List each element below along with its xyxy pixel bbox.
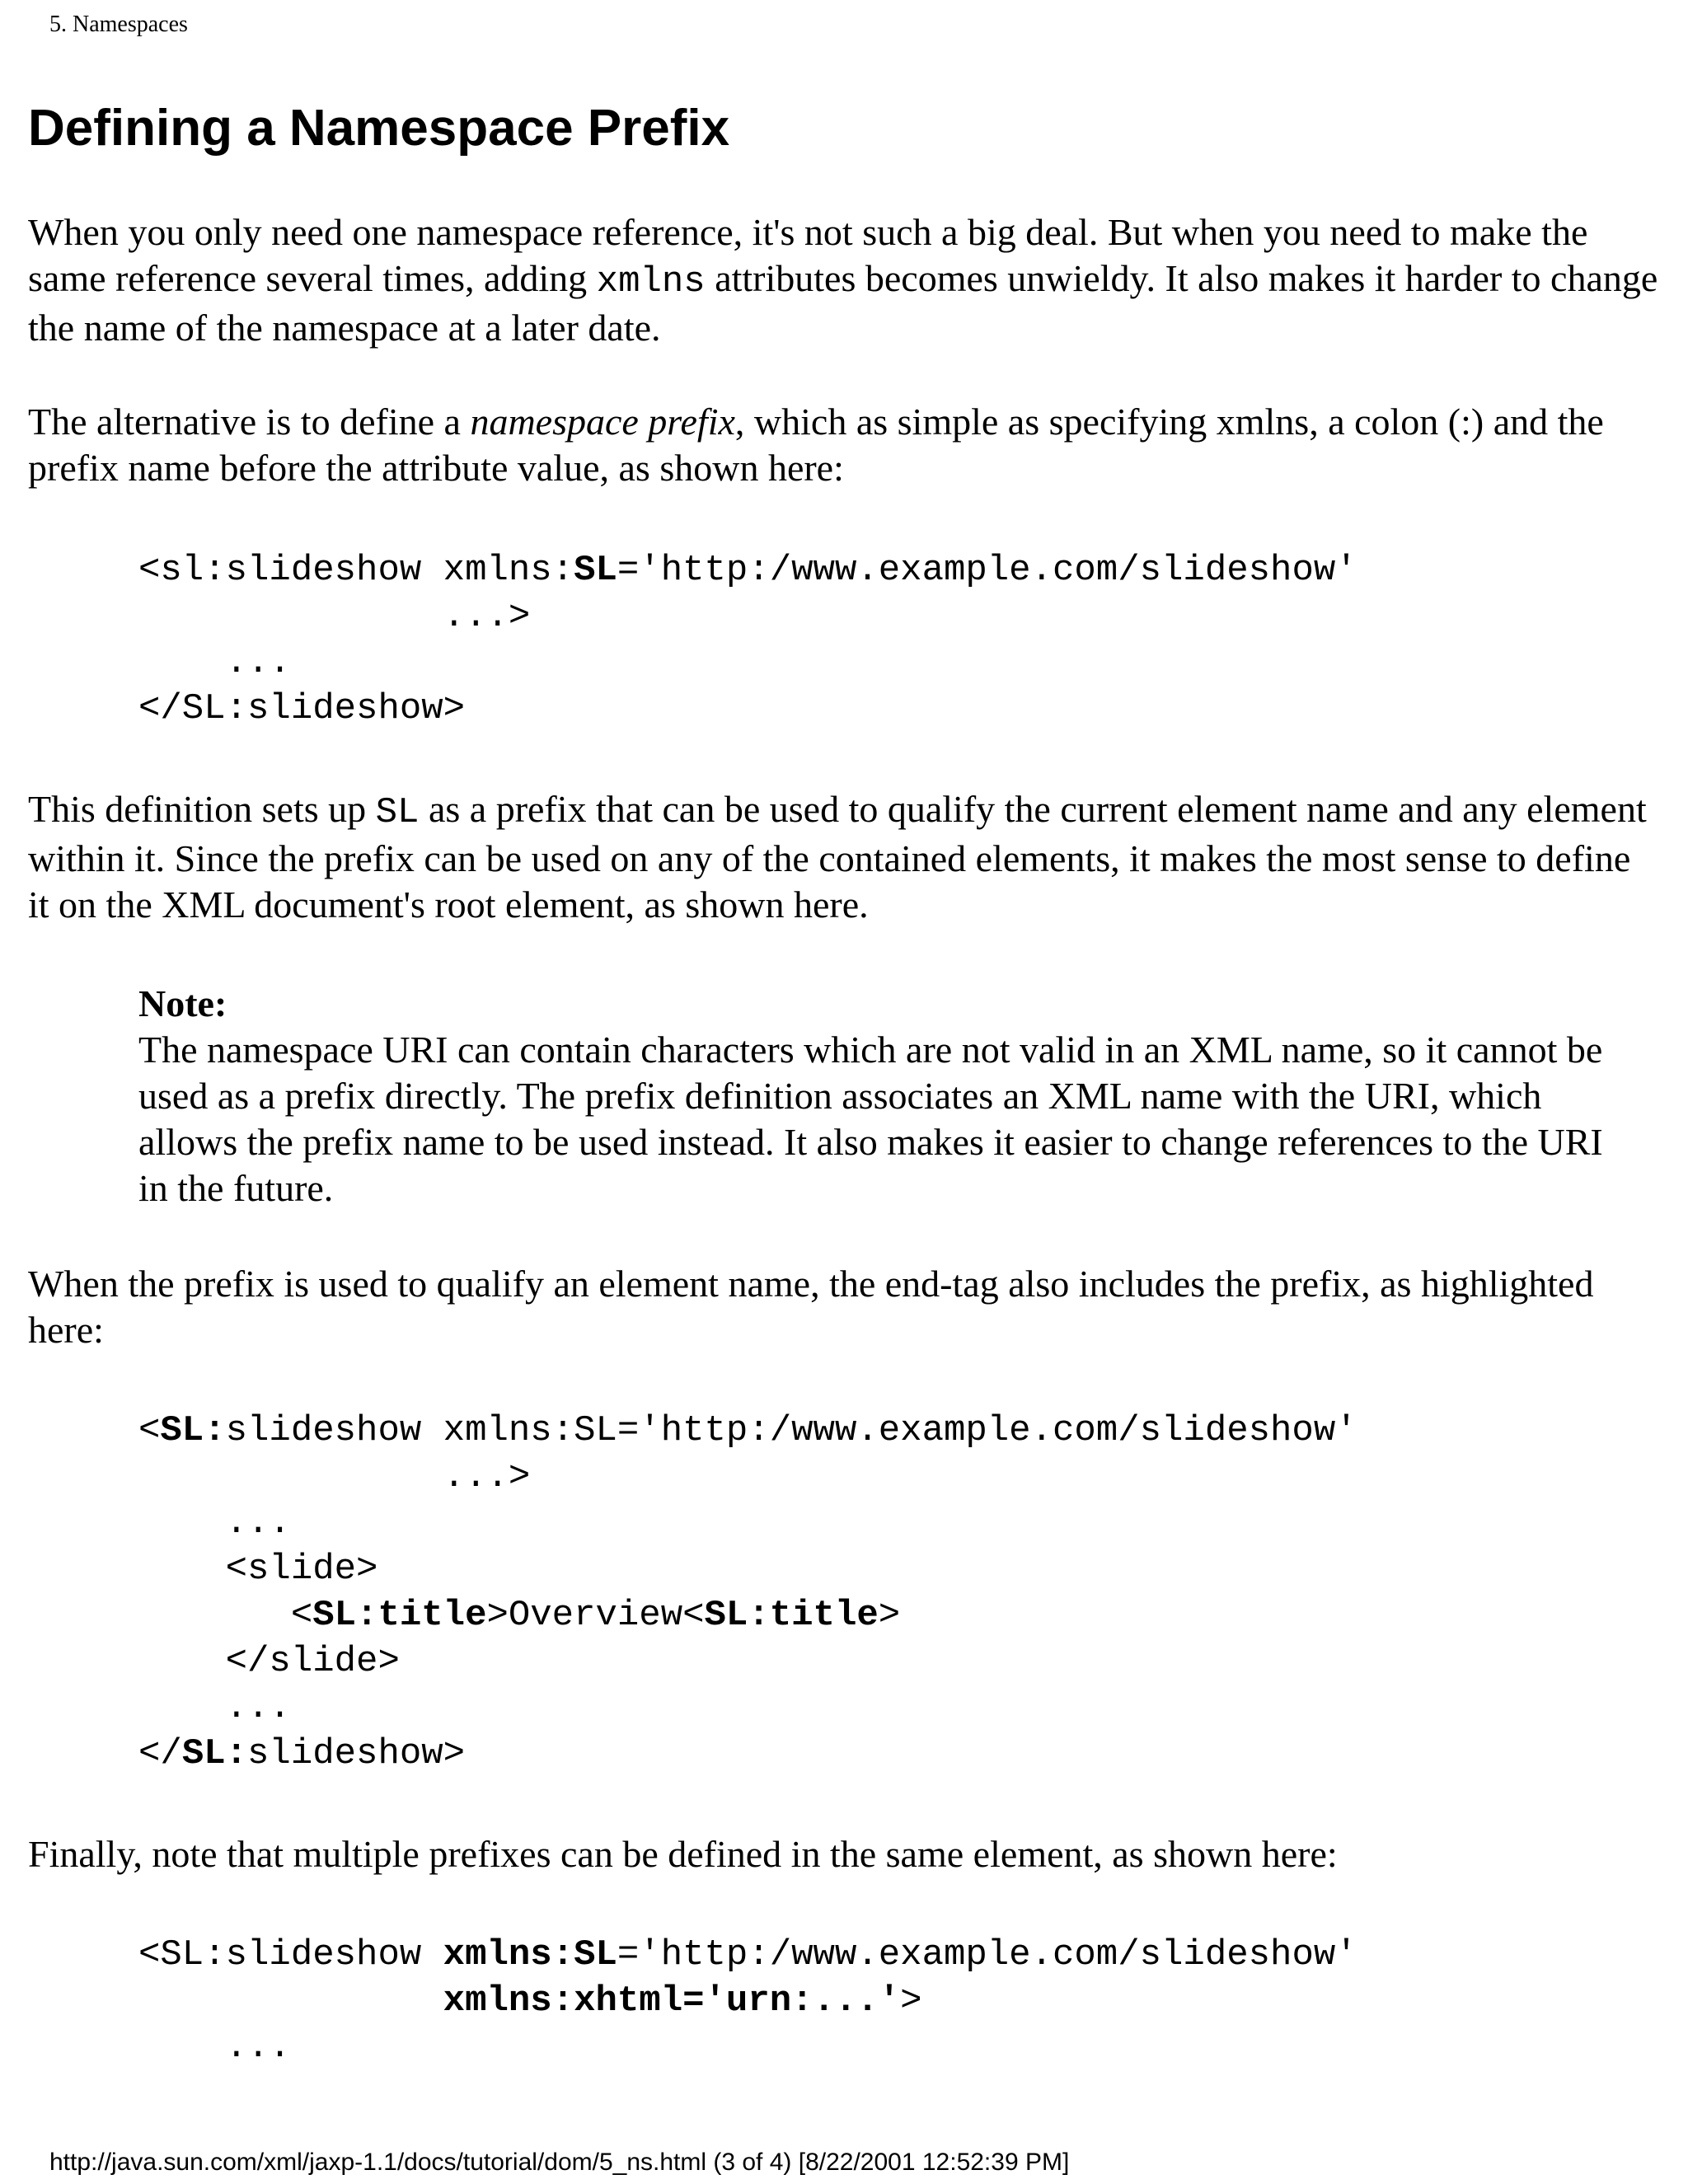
code1-line-2: ...> [138,596,531,637]
code3-line-3: ... [138,2027,291,2068]
page-title: Defining a Namespace Prefix [28,100,730,157]
code2-line-8-prefix: SL: [181,1733,248,1774]
footer-url: http://java.sun.com/xml/jaxp-1.1/docs/tutorial/dom/5_ns.html (3 of 4) [8/22/2001 12:52:39 PM] [49,2149,1070,2176]
code2-line-8-part-c: slideshow> [247,1733,466,1774]
paragraph-5: Finally, note that multiple prefixes can be defined in the same element, as shown here: [28,1833,1338,1875]
code3-line-1-part-c: ='http:/www.example.com/slideshow' [617,1934,1357,1975]
code1-line-1 [138,547,1357,593]
code-block-3 [138,1932,1357,2070]
code2-line-1-part-c: slideshow xmlns:SL='http:/www.example.com/slideshow' [225,1410,1357,1451]
code2-line-6: </slide> [138,1641,400,1682]
code3-line-1-part-a: <SL:slideshow [138,1934,443,1975]
code2-line-5-end-tag: SL:title [704,1595,879,1636]
code2-line-5-start-tag: SL:title [312,1595,487,1636]
code2-line-1-part-a: < [138,1410,161,1451]
code2-line-8-part-a: </ [138,1733,182,1774]
code2-line-8 [138,1731,1357,1777]
code1-line-1-part-a: <sl:slideshow xmlns: [138,550,574,591]
p2-text-after: , which as simple as specifying xmlns, a colon (:) and the prefix name before the attribute value, as shown here: [28,401,1604,489]
code3-line-2-indent [138,1980,443,2022]
code3-line-1 [138,1932,1357,1978]
code2-line-5-part-a: < [138,1595,313,1636]
note-body: The namespace URI can contain characters which are not valid in an XML name, so it cannot be used as a prefix directly. The prefix definition associates an XML name with the URI, which allows the prefix name to be used instead. It also makes it easier to change references to the URI in the future. [138,1029,1603,1209]
paragraph-1 [28,209,1660,351]
code2-line-4: <slide> [138,1549,378,1590]
p3-inline-code: SL [375,792,420,833]
code1-line-3: ... [138,642,291,683]
code3-line-2 [138,1978,1357,2024]
code3-line-2-part-c: > [900,1980,922,2022]
p3-text-after: as a prefix that can be used to qualify the current element name and any element within it. Since the prefix can be used on any of the contained elements, it makes the most sense to define it on the XML document's root element, as shown here. [28,788,1647,926]
p2-text-before: The alternative is to define a [28,401,471,443]
paragraph-2 [28,399,1660,491]
code-block-2 [138,1408,1357,1777]
paragraph-4: When the prefix is used to qualify an element name, the end-tag also includes the prefix, as highlighted here: [28,1263,1594,1351]
code3-line-2-attr: xmlns:xhtml='urn:...' [443,1980,901,2022]
code2-line-1-prefix: SL: [160,1410,226,1451]
paragraph-3 [28,786,1660,928]
p1-inline-code: xmlns [596,261,706,302]
code2-line-5 [138,1592,1357,1638]
p1-text-after: attributes becomes unwieldy. It also makes it harder to change the name of the namespace at a later date. [28,257,1658,349]
code2-line-1 [138,1408,1357,1454]
note-heading: Note: [138,982,227,1024]
breadcrumb: 5. Namespaces [49,12,188,37]
code2-line-3: ... [138,1502,291,1544]
code1-line-4: </SL:slideshow> [138,688,466,729]
code3-line-1-attr: xmlns:SL [443,1934,617,1975]
code2-line-5-part-e: > [878,1595,901,1636]
code2-line-7: ... [138,1687,291,1728]
code1-line-1-part-c: ='http:/www.example.com/slideshow' [617,550,1357,591]
note-block [138,981,1606,1212]
p2-emphasis: namespace prefix [470,401,735,443]
code2-line-5-part-c: >Overview< [486,1595,705,1636]
p3-text-before: This definition sets up [28,788,376,830]
code1-line-1-prefix: SL [574,550,617,591]
p1-text-before: When you only need one namespace reference, it's not such a big deal. But when you need to make the same reference several times, adding [28,211,1588,299]
code2-line-2: ...> [138,1456,531,1497]
code-block-1 [138,547,1357,732]
